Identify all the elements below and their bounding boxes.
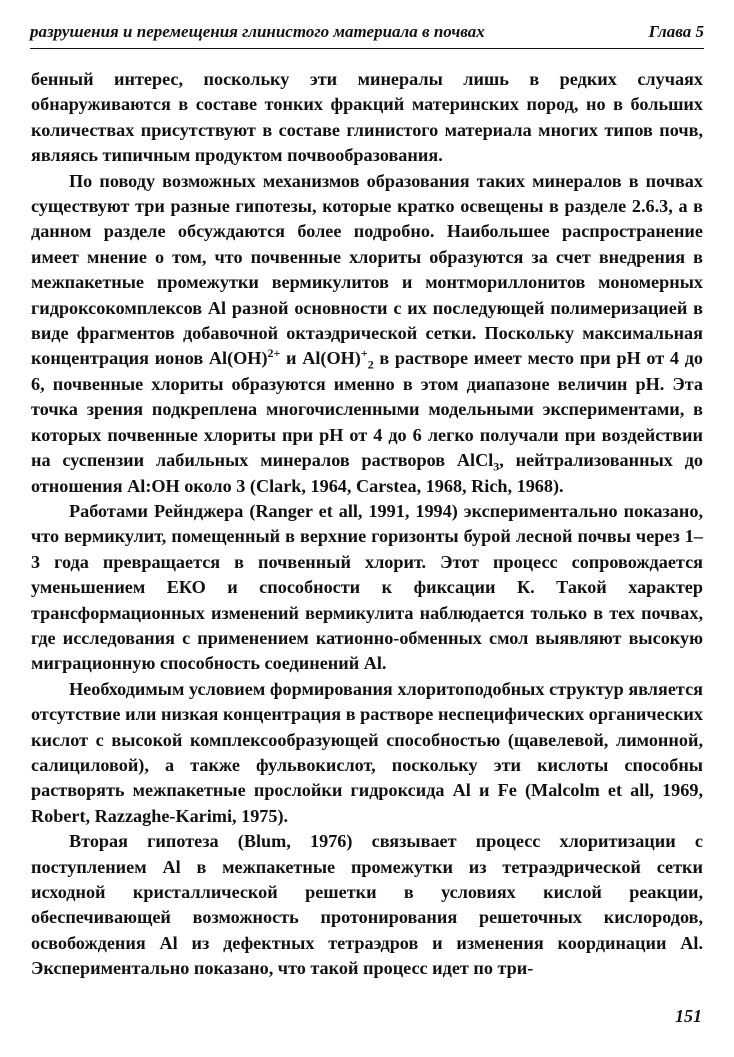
main-text [31, 67, 703, 982]
subscript: 2 [367, 358, 374, 373]
paragraph-ranger [31, 499, 703, 677]
header-title: разрушения и перемещения глинистого материала в почвах [30, 22, 485, 41]
subscript: 3 [493, 459, 500, 474]
header-chapter: Глава 5 [648, 22, 704, 41]
page-number: 151 [675, 1006, 702, 1026]
superscript: + [360, 346, 368, 361]
paragraph-text: и Al(OH) [280, 348, 361, 369]
paragraph-text: По поводу возможных механизмов образования таких минералов в почвах существуют три разные гипотезы, которые кратко освещены в разделе 2.6.3, а в данном разделе обсуждаются более подробно. Наибольшее распространение имеет мнение о том, что почвенные хлориты образуются за счет внедрения в межпакетные промежутки вермикулитов и монтмориллонитов мономерных гидроксокомплексов Al разной основности с их последующей полимеризацией в виде фрагментов добавочной октаэдрической сетки. Поскольку максимальная концентрация ионов Al(OH) [31, 170, 703, 369]
paragraph-continuation [31, 67, 703, 169]
paragraph-text: Вторая гипотеза (Blum, 1976) связывает процесс хлоритизации с поступлением Al в межпакетные промежутки из тетраэдрической сетки исходной кристаллической решетки в условиях кислой реакции, обеспечивающей возможность протонирования решеточных кислородов, освобождения Al из дефектных тетраэдров и изменения координации Al. Экспериментально показано, что такой процесс идет по три- [31, 831, 703, 979]
paragraph-second-hypothesis [31, 829, 703, 981]
paragraph-text: в растворе имеет место при pH от 4 до 6, почвенные хлориты образуются именно в этом диапазоне величин pH. Эта точка зрения подкреплена многочисленными модельными экспериментами, в которых почвенные хлориты при pH от 4 до 6 легко получали при воздействии на суспензии лабильных минералов растворов AlCl [31, 348, 703, 471]
paragraph-text: бенный интерес, поскольку эти минералы лишь в редких случаях обнаруживаются в составе тонких фракций материнских пород, но в больших количествах присутствуют в составе глинистого материала многих типов почв, являясь типичным продуктом почвообразования. [31, 69, 703, 166]
paragraph-text: , нейтрализованных до отношения Al:OH около 3 (Clark, 1964, Carstea, 1968, Rich, 1968). [31, 450, 703, 496]
superscript: 2+ [267, 346, 281, 361]
paragraph-text: Работами Рейнджера (Ranger et all, 1991, 1994) экспериментально показано, что вермикулит, помещенный в верхние горизонты бурой лесной почвы через 1–3 года превращается в почвенный хлорит. Этот процесс сопровождается уменьшением ЕКО и способности к фиксации К. Такой характер трансформационных изменений вермикулита наблюдается только в тех почвах, где исследования с применением катионно-обменных смол выявляют высокую миграционную способность соединений Al. [31, 500, 703, 674]
running-header [30, 22, 704, 49]
paragraph-conditions [31, 677, 703, 829]
paragraph-hypotheses [31, 169, 703, 499]
paragraph-text: Необходимым условием формирования хлоритоподобных структур является отсутствие или низкая концентрация в растворе неспецифических органических кислот с высокой комплексообразующей способностью (щавелевой, лимонной, салициловой), а также фульвокислот, поскольку эти кислоты способны растворять межпакетные прослойки гидроксида Al и Fe (Malcolm et all, 1969, Robert, Razzaghe-Karimi, 1975). [31, 678, 703, 826]
